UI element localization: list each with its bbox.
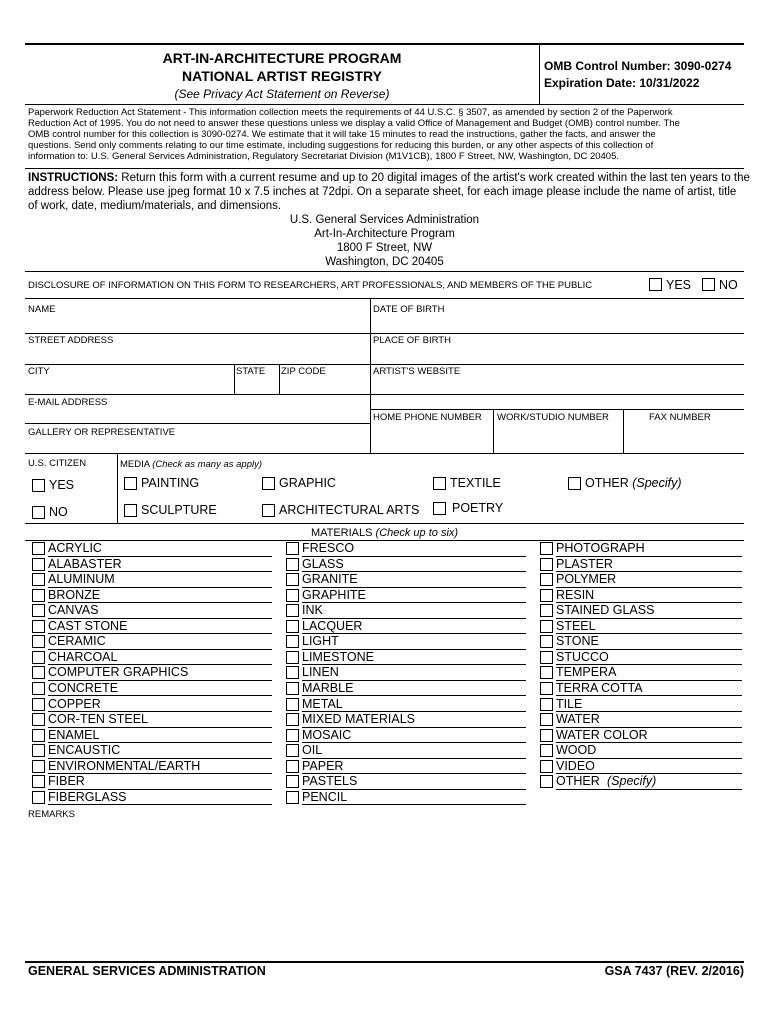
material-label: VIDEO	[556, 758, 595, 773]
gallery-row-rule	[25, 453, 744, 454]
media-bottom-rule	[25, 523, 744, 524]
material-aluminum-checkbox[interactable]	[32, 573, 45, 586]
city-row-rule	[25, 394, 744, 395]
media-graphic-label: GRAPHIC	[279, 476, 336, 490]
material-label: POLYMER	[556, 572, 617, 587]
material-stone-checkbox[interactable]	[540, 635, 553, 648]
citizen-no-label: NO	[49, 505, 68, 519]
material-computer-graphics-checkbox[interactable]	[32, 666, 45, 679]
material-label: PAPER	[302, 758, 344, 773]
city-label: CITY	[28, 366, 50, 377]
footer-rule	[25, 961, 744, 963]
media-other-label: OTHER (Specify)	[585, 476, 682, 490]
material-metal[interactable]	[286, 697, 526, 713]
material-ceramic[interactable]	[32, 634, 272, 650]
material-label: WOOD	[556, 743, 597, 758]
top-rule	[25, 43, 744, 45]
disclosure-bottom-rule	[25, 298, 744, 299]
material-limestone[interactable]	[286, 650, 526, 666]
instructions-line3: of work, date, medium/materials, and dimensions.	[28, 200, 282, 212]
material-encaustic-checkbox[interactable]	[32, 744, 45, 757]
material-label: LIGHT	[302, 634, 339, 649]
material-label: ENVIRONMENTAL/EARTH	[48, 758, 201, 773]
material-paper-checkbox[interactable]	[286, 760, 299, 773]
material-label: PHOTOGRAPH	[556, 541, 645, 555]
material-metal-checkbox[interactable]	[286, 698, 299, 711]
material-label: COMPUTER GRAPHICS	[48, 665, 189, 680]
material-label: FRESCO	[302, 541, 355, 555]
citizen-yes-checkbox[interactable]	[32, 479, 45, 492]
material-enamel[interactable]	[32, 728, 272, 744]
state-label: STATE	[236, 366, 266, 377]
header-bottom-rule	[25, 104, 744, 105]
material-label: COPPER	[48, 696, 101, 711]
media-painting-checkbox[interactable]	[124, 477, 137, 490]
omb-control-number: OMB Control Number: 3090-0274	[544, 59, 732, 73]
media-label: MEDIA (Check as many as apply)	[120, 459, 263, 470]
material-ink[interactable]	[286, 603, 526, 619]
citizen-divider	[117, 453, 118, 523]
material-label: WATER COLOR	[556, 727, 648, 742]
material-other-specify-note: (Specify)	[607, 774, 657, 789]
material-acrylic-checkbox[interactable]	[32, 542, 45, 555]
instructions-bottom-rule	[25, 271, 744, 272]
material-other[interactable]	[540, 774, 742, 790]
material-label: GLASS	[302, 556, 344, 571]
material-label: GRAPHITE	[302, 587, 366, 602]
gsa-7437-form: ART-IN-ARCHITECTURE PROGRAM NATIONAL ARTIST REGISTRY (See Privacy Act Statement on Reverse) OMB Control Number: 3090-0274 Expiration Date: 10/31/2022 Paperwork Reduction Act Statement - This information collection meets the requirements of 44 U.S.C. § 3507, as amended by section 2 of the Paperwork Reduction Act of 1995. You do not need to answer these questions unless we display a valid Office of Management and Budget (OMB) control number. The OMB control number for this collection is 3090-0274. We estimate that it will take 15 minutes to read the instructions, gather the facts, and answer the questions. Send only comments relating to our time estimate, including suggestions for reducing this burden, or any other aspects of this collection of information to: U.S. General Services Administration, Regulatory Secretariat Division (M1V1CB), 1800 F Street, NW, Washington, DC 20405. INSTRUCTIONS: Return this form with a current resume and up to 20 digital images of the artist's work created within the last ten years to the address below. Please use jpeg format 10 x 7.5 inches at 72dpi. On a separate sheet, for each image please include the name of artist, title of work, date, medium/materials, and dimensions. U.S. General Services Administration Art-In-Architecture Program 1800 F Street, NW Washington, DC 20405 DISCLOSURE OF INFORMATION ON THIS FORM TO RESEARCHERS, ART PROFESSIONALS, AND MEMBERS OF THE PUBLIC YES NO NAME DATE OF BIRTH STREET ADDRESS PLACE OF BIRTH CITY STATE ZIP CODE ARTIST'S WEBSITE E-MAIL ADDRESS HOME PHONE NUMBER WORK/STUDIO NUMBER FAX NUMBER GALLERY OR REPRESENTATIVE U.S. CITIZEN MEDIA (Check as many as apply) YES NO PAINTING GRAPHIC TEXTILE OTHER (Specify) SCULPTURE ARCHITECTURAL ARTS POETRY MATERIALS (Check up to six) ACRYLIC ALABASTER ALUMINUM BRONZE CANVAS CAST STONE CERAMIC CHARCOAL COMPUTER GRAPHICS CONCRETE COPPER COR-TEN STEEL ENAMEL ENCAUSTIC ENVIRONMENTAL/EARTH FIBER FIBERGLASS FRESCO GLASS GRANITE GRAPHITE INK LACQUER LIGHT LIMESTONE LINEN MARBLE METAL MIXED MATERIALS MOSAIC OIL PAPER PASTELS PENCIL PHOTOGRAPH PLASTER POLYMER RESIN STAINED GLASS STEEL STONE STUCCO TEMPERA TERRA COTTA TILE WATER WATER COLOR WOOD VIDEO OTHER (Specify) REMARKS GENERAL SERVICES ADMINISTRATION GSA 7437 (REV. 2/2016)	[25, 43, 744, 984]
material-stone[interactable]	[540, 634, 742, 650]
material-alabaster[interactable]	[32, 557, 272, 573]
email-row-rule	[25, 423, 370, 424]
material-label: TERRA COTTA	[556, 680, 643, 695]
date-of-birth-label: DATE OF BIRTH	[373, 304, 445, 315]
citizen-yes-label: YES	[49, 478, 75, 492]
material-underline	[302, 804, 526, 805]
zip-divider	[279, 364, 280, 394]
material-label: INK	[302, 603, 323, 618]
material-steel-checkbox[interactable]	[540, 620, 553, 633]
material-tile-checkbox[interactable]	[540, 698, 553, 711]
name-row-rule	[25, 333, 744, 334]
material-light[interactable]	[286, 634, 526, 650]
form-title-line1: ART-IN-ARCHITECTURE PROGRAM	[162, 50, 402, 66]
media-painting-label: PAINTING	[141, 476, 200, 490]
us-citizen-label: U.S. CITIZEN	[28, 458, 87, 469]
material-plaster-checkbox[interactable]	[540, 558, 553, 571]
material-mosaic-checkbox[interactable]	[286, 729, 299, 742]
material-pencil[interactable]	[286, 790, 526, 806]
material-label: ENCAUSTIC	[48, 743, 121, 758]
material-marble[interactable]	[286, 681, 526, 697]
material-environmental-earth[interactable]	[32, 759, 272, 775]
material-cor-ten-steel-checkbox[interactable]	[32, 713, 45, 726]
material-label: PASTELS	[302, 774, 358, 789]
material-lacquer-checkbox[interactable]	[286, 620, 299, 633]
material-ink-checkbox[interactable]	[286, 604, 299, 617]
material-water-color-checkbox[interactable]	[540, 729, 553, 742]
material-label: STEEL	[556, 618, 596, 633]
material-label: TILE	[556, 696, 583, 711]
fax-number-label: FAX NUMBER	[649, 412, 711, 423]
material-stained-glass[interactable]	[540, 603, 742, 619]
material-resin-checkbox[interactable]	[540, 589, 553, 602]
phone-divider-2	[623, 409, 624, 453]
material-resin[interactable]	[540, 588, 742, 604]
instructions-line1: INSTRUCTIONS: Return this form with a current resume and up to 20 digital images of the artist's work created within the last ten years to the	[28, 172, 750, 184]
material-tempera[interactable]	[540, 665, 742, 681]
material-label: STUCCO	[556, 649, 609, 664]
material-computer-graphics[interactable]	[32, 665, 272, 681]
state-divider	[234, 364, 235, 394]
media-other-checkbox[interactable]	[568, 477, 581, 490]
material-linen[interactable]	[286, 665, 526, 681]
material-label: STAINED GLASS	[556, 603, 655, 618]
material-label: METAL	[302, 696, 343, 711]
footer-form-id: GSA 7437 (REV. 2/2016)	[604, 964, 744, 978]
gallery-label: GALLERY OR REPRESENTATIVE	[28, 427, 176, 438]
material-canvas-checkbox[interactable]	[32, 604, 45, 617]
material-tile[interactable]	[540, 697, 742, 713]
artists-website-label: ARTIST'S WEBSITE	[373, 366, 461, 377]
material-concrete[interactable]	[32, 681, 272, 697]
material-marble-checkbox[interactable]	[286, 682, 299, 695]
material-label: ALUMINUM	[48, 572, 115, 587]
work-studio-number-label: WORK/STUDIO NUMBER	[497, 412, 609, 423]
material-bronze[interactable]	[32, 588, 272, 604]
material-glass[interactable]	[286, 557, 526, 573]
material-graphite[interactable]	[286, 588, 526, 604]
material-granite[interactable]	[286, 572, 526, 588]
material-label: PLASTER	[556, 556, 613, 571]
material-label: WATER	[556, 712, 600, 727]
material-underline	[556, 789, 742, 790]
material-fiber[interactable]	[32, 774, 272, 790]
disclosure-label: DISCLOSURE OF INFORMATION ON THIS FORM TO RESEARCHERS, ART PROFESSIONALS, AND MEMBERS OF THE PUBLIC	[28, 280, 593, 291]
material-label: MIXED MATERIALS	[302, 712, 415, 727]
zip-code-label: ZIP CODE	[281, 366, 326, 377]
media-textile-checkbox[interactable]	[433, 477, 446, 490]
material-oil-checkbox[interactable]	[286, 744, 299, 757]
material-label: TEMPERA	[556, 665, 617, 680]
material-label: OTHER	[556, 774, 600, 789]
material-label: COR-TEN STEEL	[48, 712, 149, 727]
material-charcoal-checkbox[interactable]	[32, 651, 45, 664]
material-environmental-earth-checkbox[interactable]	[32, 760, 45, 773]
material-cast-stone-checkbox[interactable]	[32, 620, 45, 633]
material-tempera-checkbox[interactable]	[540, 666, 553, 679]
disclosure-no-checkbox[interactable]	[702, 278, 715, 291]
material-label: PENCIL	[302, 789, 348, 804]
material-terra-cotta-checkbox[interactable]	[540, 682, 553, 695]
material-fiber-checkbox[interactable]	[32, 775, 45, 788]
material-copper-checkbox[interactable]	[32, 698, 45, 711]
material-label: GRANITE	[302, 572, 358, 587]
material-terra-cotta[interactable]	[540, 681, 742, 697]
material-label: MOSAIC	[302, 727, 352, 742]
phone-divider-1	[493, 409, 494, 453]
material-wood-checkbox[interactable]	[540, 744, 553, 757]
material-graphite-checkbox[interactable]	[286, 589, 299, 602]
form-title-line2: NATIONAL ARTIST REGISTRY	[182, 68, 382, 84]
media-poetry-label: POETRY	[452, 501, 504, 515]
media-architectural-arts-label: ARCHITECTURAL ARTS	[279, 503, 420, 517]
media-textile-label: TEXTILE	[450, 476, 501, 490]
material-cor-ten-steel[interactable]	[32, 712, 272, 728]
material-water[interactable]	[540, 712, 742, 728]
material-fiberglass-checkbox[interactable]	[32, 791, 45, 804]
material-label: RESIN	[556, 587, 595, 602]
material-mixed-materials[interactable]	[286, 712, 526, 728]
material-paper[interactable]	[286, 759, 526, 775]
material-label: CAST STONE	[48, 618, 128, 633]
material-label: OIL	[302, 743, 323, 758]
material-water-color[interactable]	[540, 728, 742, 744]
privacy-act-note: (See Privacy Act Statement on Reverse)	[174, 87, 390, 101]
material-concrete-checkbox[interactable]	[32, 682, 45, 695]
material-label: CANVAS	[48, 603, 99, 618]
material-label: STONE	[556, 634, 599, 649]
material-label: FIBERGLASS	[48, 789, 127, 804]
footer-agency: GENERAL SERVICES ADMINISTRATION	[28, 964, 266, 978]
material-label: ALABASTER	[48, 556, 122, 571]
instructions-label: INSTRUCTIONS:	[28, 172, 119, 184]
disclosure-yes-checkbox[interactable]	[649, 278, 662, 291]
media-poetry-checkbox[interactable]	[433, 502, 446, 515]
material-fresco[interactable]	[286, 541, 526, 557]
name-label: NAME	[28, 304, 56, 315]
material-aluminum[interactable]	[32, 572, 272, 588]
material-polymer[interactable]	[540, 572, 742, 588]
material-label: LIMESTONE	[302, 649, 375, 664]
media-sculpture-checkbox[interactable]	[124, 504, 137, 517]
right-column-divider	[370, 298, 371, 453]
disclosure-no-label: NO	[719, 278, 738, 292]
material-pastels-checkbox[interactable]	[286, 775, 299, 788]
material-video-checkbox[interactable]	[540, 760, 553, 773]
disclosure-yes-label: YES	[666, 278, 692, 292]
header-divider	[539, 43, 540, 104]
material-canvas[interactable]	[32, 603, 272, 619]
material-copper[interactable]	[32, 697, 272, 713]
materials-label: MATERIALS (Check up to six)	[310, 527, 459, 539]
material-pastels[interactable]	[286, 774, 526, 790]
material-video[interactable]	[540, 759, 742, 775]
material-label: MARBLE	[302, 680, 354, 695]
material-label: CERAMIC	[48, 634, 106, 649]
material-photograph-checkbox[interactable]	[540, 542, 553, 555]
material-fiberglass[interactable]	[32, 790, 272, 806]
material-mosaic[interactable]	[286, 728, 526, 744]
material-bronze-checkbox[interactable]	[32, 589, 45, 602]
material-lacquer[interactable]	[286, 619, 526, 635]
material-light-checkbox[interactable]	[286, 635, 299, 648]
material-charcoal[interactable]	[32, 650, 272, 666]
material-granite-checkbox[interactable]	[286, 573, 299, 586]
material-acrylic[interactable]	[32, 541, 272, 557]
material-label: BRONZE	[48, 587, 101, 602]
material-label: CONCRETE	[48, 680, 119, 695]
citizen-no-checkbox[interactable]	[32, 506, 45, 519]
material-wood[interactable]	[540, 743, 742, 759]
material-underline	[48, 804, 272, 805]
instructions-line2: address below. Please use jpeg format 10 x 7.5 inches at 72dpi. On a separate sheet, for each image please include the name of artist, title	[28, 186, 737, 198]
material-ceramic-checkbox[interactable]	[32, 635, 45, 648]
material-steel[interactable]	[540, 619, 742, 635]
material-water-checkbox[interactable]	[540, 713, 553, 726]
material-stained-glass-checkbox[interactable]	[540, 604, 553, 617]
expiration-date: Expiration Date: 10/31/2022	[544, 76, 700, 90]
material-other-checkbox[interactable]	[540, 775, 553, 788]
paperwork-bottom-rule	[25, 168, 744, 169]
media-sculpture-label: SCULPTURE	[141, 503, 217, 517]
material-oil[interactable]	[286, 743, 526, 759]
remarks-area[interactable]	[28, 825, 742, 955]
material-label: ACRYLIC	[48, 541, 102, 555]
material-label: LINEN	[302, 665, 339, 680]
material-label: LACQUER	[302, 618, 363, 633]
material-label: ENAMEL	[48, 727, 100, 742]
material-polymer-checkbox[interactable]	[540, 573, 553, 586]
material-plaster[interactable]	[540, 557, 742, 573]
material-cast-stone[interactable]	[32, 619, 272, 635]
material-pencil-checkbox[interactable]	[286, 791, 299, 804]
material-alabaster-checkbox[interactable]	[32, 558, 45, 571]
phone-top-rule	[370, 409, 744, 410]
place-of-birth-label: PLACE OF BIRTH	[373, 335, 451, 346]
material-encaustic[interactable]	[32, 743, 272, 759]
material-linen-checkbox[interactable]	[286, 666, 299, 679]
material-label: FIBER	[48, 774, 85, 789]
street-address-label: STREET ADDRESS	[28, 335, 114, 346]
material-label: CHARCOAL	[48, 649, 118, 664]
material-stucco-checkbox[interactable]	[540, 651, 553, 664]
material-enamel-checkbox[interactable]	[32, 729, 45, 742]
material-fresco-checkbox[interactable]	[286, 542, 299, 555]
material-mixed-materials-checkbox[interactable]	[286, 713, 299, 726]
home-phone-label: HOME PHONE NUMBER	[373, 412, 482, 423]
street-row-rule	[25, 364, 744, 365]
material-limestone-checkbox[interactable]	[286, 651, 299, 664]
material-glass-checkbox[interactable]	[286, 558, 299, 571]
media-architectural-arts-checkbox[interactable]	[262, 504, 275, 517]
material-photograph[interactable]	[540, 541, 742, 557]
media-graphic-checkbox[interactable]	[262, 477, 275, 490]
remarks-label: REMARKS	[28, 809, 75, 820]
material-stucco[interactable]	[540, 650, 742, 666]
email-address-label: E-MAIL ADDRESS	[28, 397, 108, 408]
